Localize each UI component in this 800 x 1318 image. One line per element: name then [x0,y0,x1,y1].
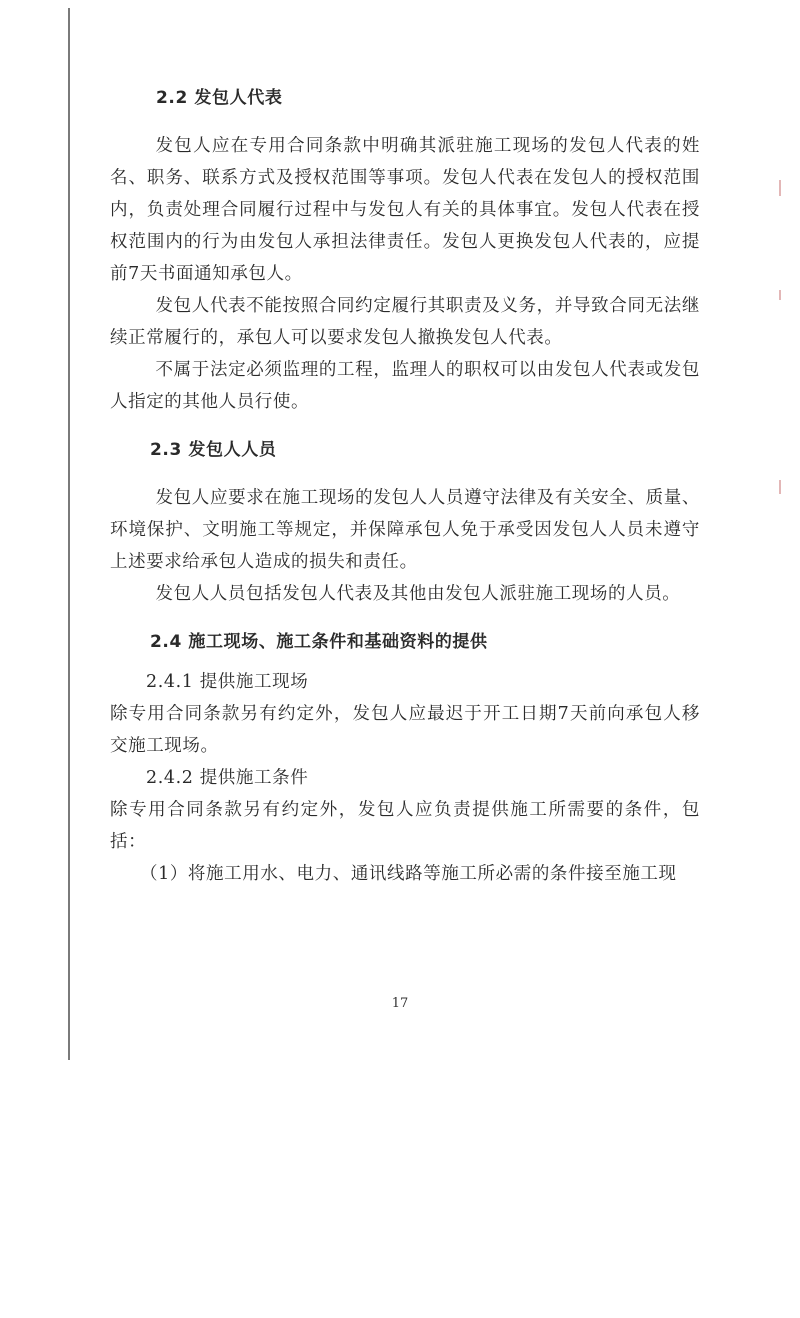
section-2-4-heading: 2.4 施工现场、施工条件和基础资料的提供 [150,632,488,652]
section-2-4-1-paragraph: 除专用合同条款另有约定外，发包人应最迟于开工日期7天前向承包人移交施工现场。 [110,704,700,756]
section-2-2-heading: 2.2 发包人代表 [156,88,283,108]
section-2-4-2-heading: 2.4.2 提供施工条件 [146,768,309,788]
section-2-2-paragraph-3: 不属于法定必须监理的工程，监理人的职权可以由发包人代表或发包人指定的其他人员行使。 [110,360,700,412]
section-2-3-paragraph-2: 发包人人员包括发包人代表及其他由发包人派驻施工现场的人员。 [155,584,681,604]
section-2-2-paragraph-2: 发包人代表不能按照合同约定履行其职责及义务，并导致合同无法继续正常履行的，承包人可以要求发包人撤换发包人代表。 [110,296,700,348]
section-2-3-paragraph-1: 发包人应要求在施工现场的发包人人员遵守法律及有关安全、质量、环境保护、文明施工等规定，并保障承包人免于承受因发包人人员未遵守上述要求给承包人造成的损失和责任。 [110,488,700,572]
page-number: 17 [391,996,409,1011]
section-2-3-heading: 2.3 发包人人员 [150,440,277,460]
section-2-2-paragraph-1: 发包人应在专用合同条款中明确其派驻施工现场的发包人代表的姓名、职务、联系方式及授权范围等事项。发包人代表在发包人的授权范围内，负责处理合同履行过程中与发包人有关的具体事宜。发包人代表在授权范围内的行为由发包人承担法律责任。发包人更换发包人代表的，应提前7天书面通知承包人。 [110,136,700,284]
section-2-4-2-item-1: （1）将施工用水、电力、通讯线路等施工所必需的条件接至施工现 [140,864,677,884]
section-2-4-1-heading: 2.4.1 提供施工现场 [146,672,309,692]
document-page [110,80,700,890]
section-2-4-2-paragraph: 除专用合同条款另有约定外，发包人应负责提供施工所需要的条件，包括： [110,800,700,852]
binding-margin-line [68,8,70,1060]
scan-artifact-marks [779,180,782,600]
